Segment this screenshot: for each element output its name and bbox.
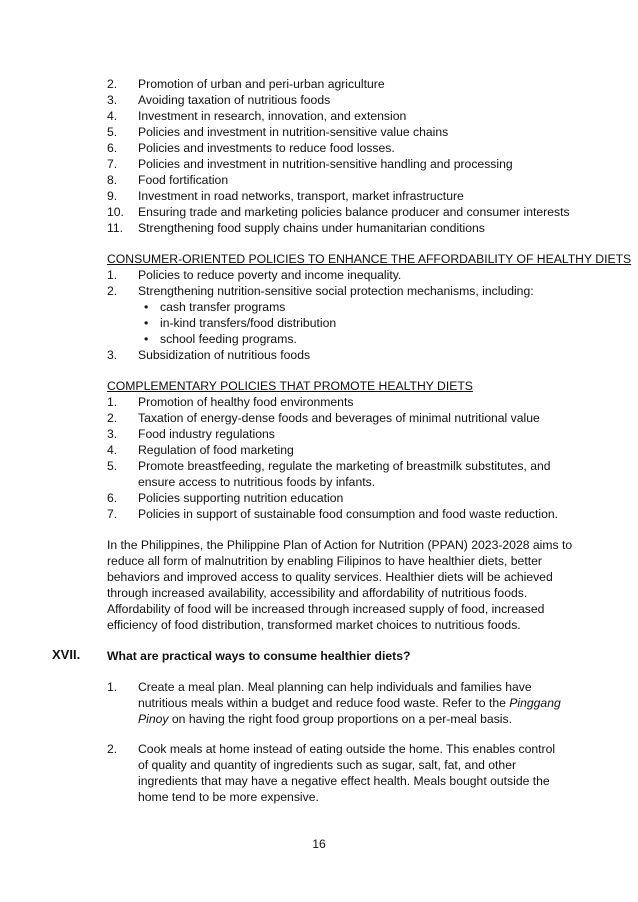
list-text: Investment in research, innovation, and extension (138, 109, 407, 123)
point-number: 2. (107, 742, 118, 756)
bullet-text: in-kind transfers/food distribution (160, 316, 337, 330)
list-number: 1. (107, 395, 118, 409)
bullet-text: school feeding programs. (160, 332, 297, 346)
list-text: Policies and investments to reduce food losses. (138, 141, 395, 155)
list-text: Strengthening nutrition-sensitive social protection mechanisms, including: (138, 284, 534, 298)
consumer-policies-heading: CONSUMER-ORIENTED POLICIES TO ENHANCE THE AFFORDABILITY OF HEALTHY DIETS (107, 252, 632, 266)
ppan-paragraph: In the Philippines, the Philippine Plan of Action for Nutrition (PPAN) 2023-2028 aims to reduce all form of malnutrition by enabling Filipinos to have healthier diets, better behaviors and improved access to quality services. Healthier diets will be achieved through increased availability, accessibility and affordability of nutritious foods. Affordability of food will be increased through increased supply of food, increased efficiency of food distribution, transformed market choices to nutritious foods. (107, 538, 573, 633)
list-text: Policies and investment in nutrition-sensitive value chains (138, 125, 449, 139)
list-number: 6. (107, 141, 118, 155)
list-number: 10. (107, 205, 124, 219)
list-number: 9. (107, 189, 118, 203)
point-text-part: on having the right food group proportions on a per-meal basis. (168, 712, 512, 727)
bullet-icon: • (144, 332, 149, 346)
list-number: 2. (107, 411, 118, 425)
point-number: 1. (107, 680, 118, 694)
point-text: Cook meals at home instead of eating outside the home. This enables control of quality and quantity of ingredients such as sugar, salt, fat, and other ingredients that may have a negative effect health. Meals bought outside the home tend to be more expensive. (138, 742, 556, 805)
list-text: Policies to reduce poverty and income inequality. (138, 268, 402, 282)
list-number: 2. (107, 77, 118, 91)
list-text: Strengthening food supply chains under humanitarian conditions (138, 221, 485, 235)
list-text: Food fortification (138, 173, 229, 187)
bullet-icon: • (144, 300, 149, 314)
list-text: Subsidization of nutritious foods (138, 348, 311, 362)
list-number: 4. (107, 109, 118, 123)
list-number: 4. (107, 443, 118, 457)
list-number: 1. (107, 268, 118, 282)
list-number: 3. (107, 427, 118, 441)
pinggang-pinoy-term: Pinggang Pinoy (138, 696, 561, 727)
bullet-icon: • (144, 316, 149, 330)
list-text: Food industry regulations (138, 427, 275, 441)
list-text: Taxation of energy-dense foods and beverages of minimal nutritional value (138, 411, 540, 425)
list-number: 11. (107, 221, 124, 235)
list-number: 8. (107, 173, 118, 187)
point-text (138, 679, 568, 727)
list-text: Regulation of food marketing (138, 443, 294, 457)
bullet-text: cash transfer programs (160, 300, 286, 314)
list-text: Policies in support of sustainable food consumption and food waste reduction. (138, 507, 559, 521)
list-number: 5. (107, 459, 118, 473)
section-title: What are practical ways to consume healthier diets? (107, 649, 411, 663)
list-number: 2. (107, 284, 118, 298)
list-text: Promote breastfeeding, regulate the marketing of breastmilk substitutes, and (138, 459, 551, 473)
list-text: Promotion of urban and peri-urban agriculture (138, 77, 385, 91)
complementary-policies-heading: COMPLEMENTARY POLICIES THAT PROMOTE HEALTHY DIETS (107, 379, 473, 393)
section-number: XVII. (52, 647, 81, 662)
point-text-part: Create a meal plan. Meal planning can help individuals and families have nutritious meals within a budget and reduce food waste. Refer to the (138, 680, 532, 711)
list-number: 5. (107, 125, 118, 139)
list-text: Promotion of healthy food environments (138, 395, 354, 409)
list-text: Avoiding taxation of nutritious foods (138, 93, 331, 107)
list-text: ensure access to nutritious foods by infants. (138, 475, 376, 489)
list-number: 7. (107, 157, 118, 171)
list-text: Investment in road networks, transport, market infrastructure (138, 189, 464, 203)
list-number: 6. (107, 491, 118, 505)
list-text: Ensuring trade and marketing policies balance producer and consumer interests (138, 205, 570, 219)
list-text: Policies supporting nutrition education (138, 491, 344, 505)
list-text: Policies and investment in nutrition-sensitive handling and processing (138, 157, 513, 171)
page-number: 16 (312, 837, 326, 851)
list-number: 3. (107, 348, 118, 362)
list-number: 3. (107, 93, 118, 107)
list-number: 7. (107, 507, 118, 521)
